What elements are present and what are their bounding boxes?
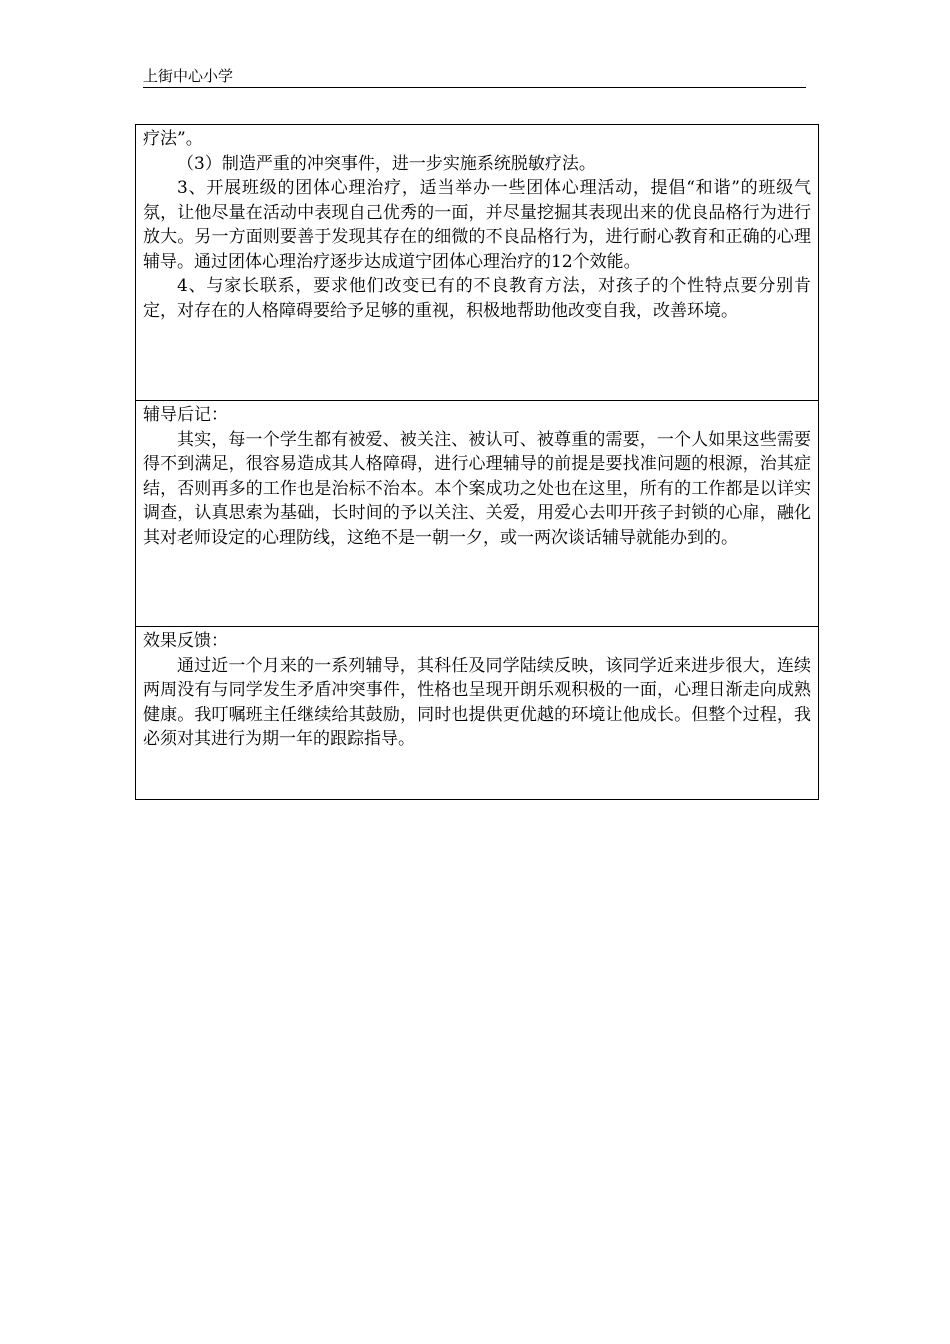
page-header-school-name: 上街中心小学 <box>143 66 806 88</box>
counseling-postscript-section <box>136 400 818 626</box>
effect-feedback-section <box>136 626 818 799</box>
section-label-feedback: 效果反馈： <box>143 631 228 651</box>
paragraph-feedback: 通过近一个月来的一系列辅导，其科任及同学陆续反映，该同学近来进步很大，连续两周没有与同学发生矛盾冲突事件，性格也呈现开朗乐观积极的一面，心理日渐走向成熟健康。我叮嘱班主任继续给其鼓励，同时也提供更优越的环境让他成长。但整个过程，我必须对其进行为期一年的跟踪指导。 <box>143 655 811 749</box>
paragraph-step-3-sub: （3）制造严重的冲突事件，进一步实施系统脱敏疗法。 <box>177 153 596 174</box>
record-table <box>135 124 819 800</box>
paragraph-parent-contact: 4、与家长联系，要求他们改变已有的不良教育方法，对孩子的个性特点要分别肯定，对存在的人格障碍要给予足够的重视，积极地帮助他改变自我，改善环境。 <box>143 276 811 321</box>
paragraph-group-therapy: 3、开展班级的团体心理治疗，适当举办一些团体心理活动，提倡“和谐”的班级气氛，让他尽量在活动中表现自己优秀的一面，并尽量挖掘其表现出来的优良品格行为进行放大。另一方面则要善于发现其存在的细微的不良品格行为，进行耐心教育和正确的心理辅导。通过团体心理治疗逐步达成道宁团体心理治疗的12个效能。 <box>143 178 811 272</box>
section-label-postscript: 辅导后记： <box>143 405 228 425</box>
paragraph-postscript: 其实，每一个学生都有被爱、被关注、被认可、被尊重的需要，一个人如果这些需要得不到满足，很容易造成其人格障碍，进行心理辅导的前提是要找准问题的根源，治其症结，否则再多的工作也是治标不治本。本个案成功之处也在这里，所有的工作都是以详实调查，认真思索为基础，长时间的予以关注、关爱，用爱心去叩开孩子封锁的心扉，融化其对老师设定的心理防线，这绝不是一朝一夕，或一两次谈话辅导就能办到的。 <box>143 429 811 548</box>
treatment-measures-section <box>136 125 818 400</box>
paragraph-continuation: 疗法”。 <box>143 129 203 149</box>
